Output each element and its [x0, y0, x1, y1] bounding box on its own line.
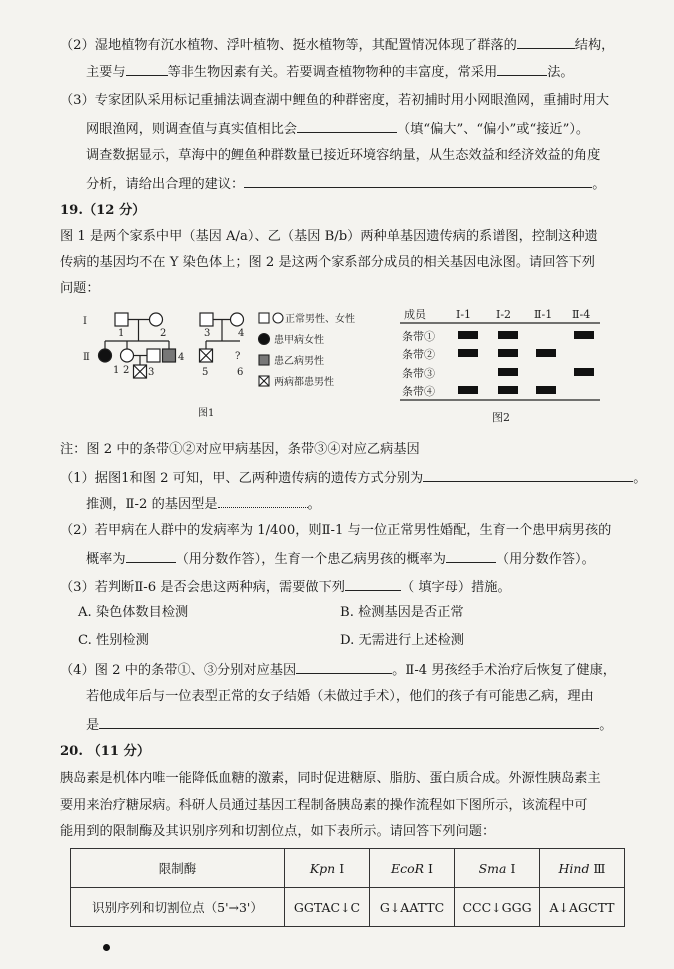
enzyme-name [370, 849, 455, 888]
gel-band [498, 349, 518, 357]
text: 推测，Ⅱ-2 的基因型是 [86, 497, 218, 512]
id-label: 1 [118, 328, 125, 339]
text: 。 [592, 177, 606, 192]
answer-blank[interactable] [497, 61, 547, 76]
text: 主要与 [86, 65, 126, 80]
answer-blank[interactable] [244, 173, 592, 188]
text: 结构， [574, 38, 615, 53]
q18-part3-line2 [86, 118, 589, 140]
id-label: 2 [160, 328, 167, 339]
text: Hind [558, 860, 590, 876]
q20-line2: 要用来治疗糖尿病。科研人员通过基因工程制备胰岛素的操作流程如下图所示，该流程中可 [60, 798, 588, 813]
gel-band [536, 386, 556, 394]
option-B[interactable]: B. 检测基因是否正常 [340, 605, 464, 620]
unknown-mark: ? [235, 351, 241, 362]
answer-blank[interactable] [423, 467, 633, 482]
id-label: 2 [123, 365, 130, 376]
gel-band [458, 386, 478, 394]
gel-row-label: 条带① [402, 330, 435, 343]
individual-II-3 [147, 349, 160, 362]
gel-band [498, 368, 518, 376]
q20-line3: 能用到的限制酶及其识别序列和切割位点，如下表所示。请回答下列问题： [60, 824, 496, 839]
individual-I-1 [115, 313, 128, 326]
option-C[interactable]: C. 性别检测 [78, 633, 149, 648]
generation-label-I: Ⅰ [83, 316, 87, 327]
table-row [71, 849, 625, 888]
id-label: 1 [113, 365, 120, 376]
enzyme-name [540, 849, 625, 888]
individual-II-4 [163, 349, 176, 362]
recognition-site: A↓AGCTT [540, 888, 625, 927]
gel-header-col: Ⅰ-1 [456, 308, 472, 321]
text: 网眼渔网，则调查值与真实值相比会 [86, 122, 297, 137]
answer-blank[interactable] [345, 576, 401, 591]
q19-sub2-line2 [86, 548, 595, 570]
enzyme-name [285, 849, 370, 888]
text: Ⅰ [335, 860, 345, 876]
pedigree-figure [78, 303, 388, 428]
q18-part3-line4 [86, 173, 605, 195]
enzyme-name [455, 849, 540, 888]
q19-sub3-line1 [60, 576, 511, 598]
gel-row-label: 条带③ [402, 367, 435, 380]
gel-band [574, 368, 594, 376]
q18-part3-line3 [86, 146, 600, 166]
q19-note: 注：图 2 中的条带①②对应甲病基因，条带③④对应乙病基因 [60, 442, 420, 457]
text: （3）若判断Ⅱ-6 是否会患这两种病，需要做下列 [60, 580, 345, 595]
gel-header-col: Ⅰ-2 [496, 308, 512, 321]
legend-disease-b-male: 患乙病男性 [274, 356, 324, 367]
q18-part3-line1 [60, 91, 609, 111]
gel-row-label: 条带④ [402, 385, 435, 398]
generation-label-II: Ⅱ [83, 352, 90, 363]
text: Kpn [309, 860, 336, 876]
text: 。 [307, 497, 321, 512]
q19-sub4-line1 [60, 659, 616, 681]
text: （3）专家团队采用标记重捕法调查湖中鲤鱼的种群密度，若初捕时用小网眼渔网，重捕时用大 [60, 93, 610, 108]
text: （4）图 2 中的条带①、③分别对应基因 [60, 663, 297, 678]
q19-sub1-line1 [60, 467, 646, 489]
answer-blank[interactable] [126, 548, 176, 563]
id-label: 4 [178, 352, 185, 363]
table-row [71, 888, 625, 927]
q20-line1: 胰岛素是机体内唯一能降低血糖的激素，同时促进糖原、脂肪、蛋白质合成。外源性胰岛素主 [60, 771, 601, 786]
id-label: 3 [204, 328, 211, 339]
text: 。 [633, 471, 647, 486]
text: （1）据图1和图 2 可知，甲、乙两种遗传病的遗传方式分别为 [60, 471, 424, 486]
text: （填“偏大”、“偏小”或“接近”）。 [397, 122, 590, 137]
legend-both-diseases-male: 两病都患男性 [274, 377, 334, 388]
restriction-enzyme-table [70, 848, 625, 927]
q18-part2-line2 [86, 61, 574, 83]
text: （用分数作答）。 [495, 552, 595, 567]
individual-I-2 [150, 313, 163, 326]
individual-I-3 [200, 313, 213, 326]
q19-header: 19.（12 分） [60, 203, 146, 218]
text: （ 填字母）措施。 [400, 580, 511, 595]
individual-II-1 [99, 349, 112, 362]
q19-sub1-line2 [86, 493, 321, 515]
text: 调查数据显示，草海中的鲤鱼种群数量已接近环境容纳量，从生态效益和经济效益的角度 [86, 148, 601, 163]
text: 分析，请给出合理的建议： [86, 177, 245, 192]
answer-blank[interactable] [517, 34, 575, 49]
gel-band [498, 331, 518, 339]
table-row-header: 识别序列和切割位点（5'→3'） [71, 888, 285, 927]
text: 等非生物因素有关。若要调查植物物种的丰富度，常采用 [167, 65, 498, 80]
option-A[interactable]: A. 染色体数目检测 [78, 605, 189, 620]
gel-header-member: 成员 [404, 308, 426, 321]
text: Ⅰ [506, 860, 516, 876]
answer-blank[interactable] [99, 714, 599, 729]
ink-dot [103, 944, 110, 951]
recognition-site: GGTAC↓C [285, 888, 370, 927]
text: 。Ⅱ-4 男孩经手术治疗后恢复了健康， [392, 663, 616, 678]
gel-band [574, 331, 594, 339]
option-D[interactable]: D. 无需进行上述检测 [340, 633, 464, 648]
text: （用分数作答），生育一个患乙病男孩的概率为 [175, 552, 446, 567]
gel-band [458, 331, 478, 339]
figure-1-caption: 图1 [198, 408, 215, 419]
gel-band [536, 349, 556, 357]
q19-sub2-line1: （2）若甲病在人群中的发病率为 1/400，则Ⅱ-1 与一位正常男性婚配，生育一个患甲病男孩的 [60, 523, 612, 538]
recognition-site: CCC↓GGG [455, 888, 540, 927]
q19-sub4-line2: 若他成年后与一位表型正常的女子结婚（未做过手术），他们的孩子有可能患乙病，理由 [86, 689, 594, 704]
id-label: 5 [202, 367, 209, 378]
individual-I-4 [231, 313, 244, 326]
table-row-header: 限制酶 [71, 849, 285, 888]
text: 。 [599, 718, 613, 733]
figure-2-caption: 图2 [492, 411, 510, 424]
gel-header-col: Ⅱ-4 [572, 308, 591, 321]
id-label: 4 [238, 328, 245, 339]
gel-header-col: Ⅱ-1 [534, 308, 553, 321]
answer-blank[interactable] [446, 548, 496, 563]
q20-header: 20. （11 分） [60, 744, 151, 759]
id-label: 3 [148, 367, 155, 378]
answer-blank[interactable] [126, 61, 168, 76]
text: （2）湿地植物有沉水植物、浮叶植物、挺水植物等，其配置情况体现了群落的 [60, 38, 517, 53]
text: Sma [478, 860, 507, 876]
text: 概率为 [86, 552, 126, 567]
answer-blank[interactable] [296, 659, 392, 674]
text: 法。 [547, 65, 574, 80]
gel-band [458, 349, 478, 357]
gel-row-label: 条带② [402, 348, 435, 361]
q19-sub4-line3 [86, 714, 612, 736]
answer-blank[interactable] [218, 493, 308, 508]
text: Ⅲ [589, 860, 606, 876]
text: Ⅰ [424, 860, 433, 876]
text: EcoR [391, 860, 425, 876]
legend-normal: 正常男性、女性 [285, 314, 355, 325]
id-label: 6 [237, 367, 244, 378]
individual-II-2 [121, 349, 134, 362]
q19-intro-line2: 传病的基因均不在 Y 染色体上；图 2 是这两个家系部分成员的相关基因电泳图。请回答下列 [60, 255, 595, 270]
electrophoresis-figure [400, 303, 610, 428]
q19-intro-line1: 图 1 是两个家系中甲（基因 A/a）、乙（基因 B/b）两种单基因遗传病的系谱图，控制这种遗 [60, 229, 598, 244]
q18-part2-line1 [60, 34, 614, 56]
recognition-site: G↓AATTC [370, 888, 455, 927]
answer-blank[interactable] [297, 118, 397, 133]
text: 是 [86, 718, 100, 733]
q19-intro-line3: 问题： [60, 281, 100, 296]
gel-band [498, 386, 518, 394]
legend-disease-a-female: 患甲病女性 [274, 335, 324, 346]
